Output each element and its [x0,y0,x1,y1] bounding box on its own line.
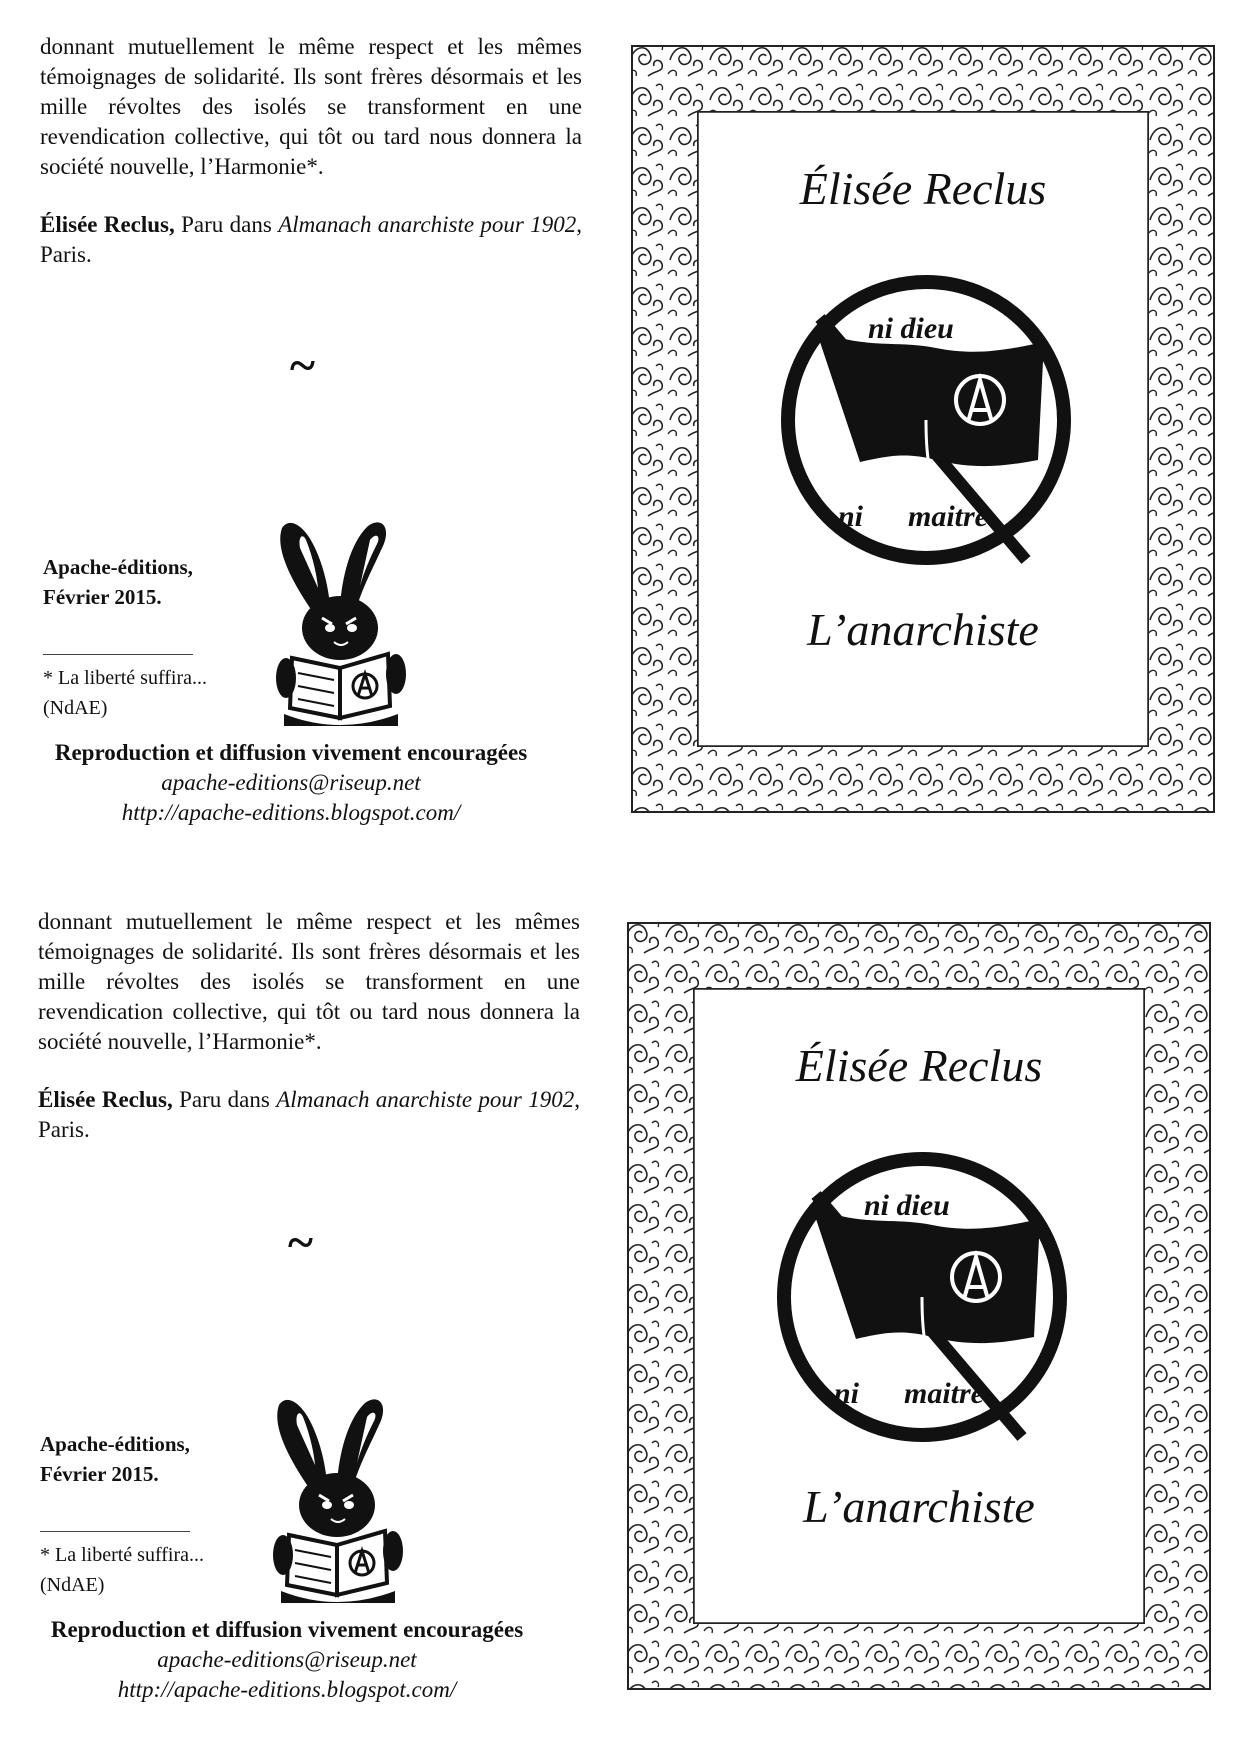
reproduction-notice: Reproduction et diffusion vivement encouragées [50,1617,524,1642]
cover-subtitle: L’anarchiste [807,604,1039,655]
cover-panel [622,917,1216,1695]
footnote [40,1540,204,1600]
text-column [40,32,582,270]
book-title: Almanach anarchiste pour 1902 [276,1087,575,1112]
emblem-text-top: ni dieu [868,312,954,345]
cover-title: Élisée Reclus [795,1040,1043,1091]
reproduction-notice: Reproduction et diffusion vivement encouragées [54,740,528,765]
emblem-text-top: ni dieu [864,1189,950,1222]
leaflet-bottom [0,877,1240,1754]
credit-post: , Paris. [40,212,582,267]
website-url: http://apache-editions.blogspot.com/ [121,800,461,825]
reading-rabbit-icon [267,1395,427,1603]
footnote-rule [43,654,193,655]
cover-panel [626,40,1220,818]
publisher [40,1429,190,1489]
website-url: http://apache-editions.blogspot.com/ [117,1677,457,1702]
body-paragraph: donnant mutuellement le même respect et les mêmes témoignages de solidarité. Ils sont frères désormais et les mille révoltes des isolés se transforment en une revendication collective, qui tôt ou tard nous donnera la société nouvelle, l’Harmonie*. [40,34,582,179]
emblem-text-right: maitre [904,1377,984,1410]
publisher-name: Apache-éditions, [40,1432,190,1456]
footnote-note: (NdAE) [40,1574,105,1596]
publication-date: Février 2015. [40,1462,159,1486]
source-credit [40,210,582,270]
credit-pre: Paru dans [174,212,279,237]
tilde-separator: ~ [290,339,315,392]
reading-rabbit-icon [270,518,430,726]
anarchist-emblem [776,270,1076,570]
emblem-text-left: ni [834,1377,860,1410]
anarchist-emblem [772,1147,1072,1447]
footnote-note: (NdAE) [43,697,108,719]
emblem-text-left: ni [838,500,864,533]
contact-email: apache-editions@riseup.net [161,770,421,795]
publisher [43,552,193,612]
book-title: Almanach anarchiste pour 1902 [278,212,577,237]
footnote-text: * La liberté suffira... [43,667,208,689]
footer [0,1615,578,1705]
credit-post: , Paris. [38,1087,580,1142]
footnote [43,663,207,723]
footer [0,738,582,828]
cover-subtitle: L’anarchiste [803,1481,1035,1532]
source-credit [38,1085,580,1145]
publisher-name: Apache-éditions, [43,555,193,579]
footnote-text: * La liberté suffira... [40,1544,205,1566]
author-name: Élisée Reclus, [38,1087,173,1112]
footnote-rule [40,1531,190,1532]
publication-date: Février 2015. [43,585,162,609]
author-name: Élisée Reclus, [40,212,175,237]
credit-pre: Paru dans [172,1087,277,1112]
cover-title: Élisée Reclus [799,163,1047,214]
text-column [38,907,580,1145]
emblem-text-right: maitre [908,500,988,533]
body-paragraph: donnant mutuellement le même respect et les mêmes témoignages de solidarité. Ils sont frères désormais et les mille révoltes des isolés se transforment en une revendication collective, qui tôt ou tard nous donnera la société nouvelle, l’Harmonie*. [38,909,580,1054]
tilde-separator: ~ [288,1216,313,1269]
contact-email: apache-editions@riseup.net [157,1647,417,1672]
